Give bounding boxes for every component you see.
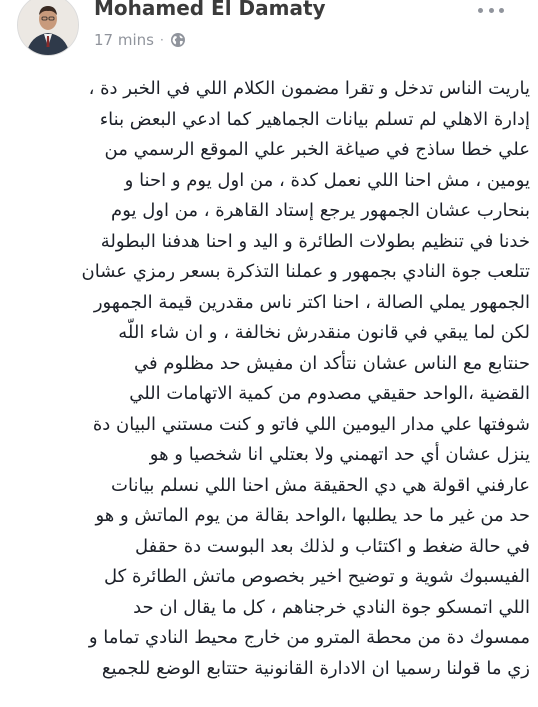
post-text-line: علي خطا ساذج في صياغة الخبر علي الموقع الرسمي من xyxy=(104,139,530,160)
profile-photo xyxy=(18,0,78,55)
post-text-line: ياريت الناس تدخل و تقرا مضمون الكلام اللي في الخبر دة ، xyxy=(88,78,530,99)
globe-icon[interactable] xyxy=(170,32,186,48)
post-text-line: ينزل عشان أي حد اتهمني ولا بعتلي انا شخصيا و هو xyxy=(149,444,530,465)
post-timestamp[interactable]: 17 mins xyxy=(94,31,154,49)
post-text-line: شوفتها علي مدار اليومين اللي فاتو و كنت مستني البيان دة xyxy=(92,413,530,435)
post-header xyxy=(0,0,538,62)
avatar[interactable] xyxy=(17,0,79,56)
post-text-line: اللي اتمسكو جوة النادي خرجناهم ، كل ما يقال ان حد xyxy=(133,596,530,618)
post-text-line: بنحارب عشان الجمهور يرجع إستاد القاهرة ، من اول يوم xyxy=(111,200,530,221)
post-text-line: زي ما قولنا رسميا ان الادارة القانونية حتتابع الوضع للجميع xyxy=(101,657,530,679)
post-text-line: القضية ،الواحد حقيقي مصدوم من كمية الاتهامات اللي xyxy=(129,383,530,404)
post-text-line: خدنا في تنظيم بطولات الطائرة و اليد و احنا هدفنا البطولة xyxy=(100,230,530,252)
more-options-icon[interactable] xyxy=(478,0,504,20)
post-text-line: ممسوك دة من محطة المترو من خارج محيط النادي تماما و xyxy=(88,627,530,648)
post-meta xyxy=(94,30,186,50)
post-text-line: لكن لما يبقي في قانون منقدرش نخالفة ، و ان شاء اللّه xyxy=(118,322,530,343)
post-text-line: إدارة الاهلي لم تسلم بيانات الجماهير كما ادعي البعض بناء xyxy=(99,108,530,130)
post-text xyxy=(10,74,530,684)
meta-separator: · xyxy=(159,33,164,47)
post-text-line: يومين ، مش احنا اللي نعمل كدة ، من اول يوم و احنا و xyxy=(124,169,530,191)
post-text-line: تتلعب جوة النادي بجمهور و عملنا التذكرة بسعر رمزي عشان xyxy=(81,261,530,282)
post-text-line: عارفني اقولة هي دي الحقيقة مش احنا اللي نسلم بيانات xyxy=(111,474,530,496)
author-name[interactable]: Mohamed El Damaty xyxy=(94,0,326,20)
post-text-line: الفيسبوك شوية و توضيح اخير بخصوص ماتش الطائرة كل xyxy=(104,566,530,587)
post-text-line: حنتابع مع الناس عشان نتأكد ان مفيش حد مظلوم في xyxy=(134,352,530,374)
post-text-line: في حالة ضغط و اكتئاب و لذلك بعد البوست دة حقفل xyxy=(135,535,530,557)
post-text-line: الجمهور يملي الصالة ، احنا اكتر ناس مقدرين قيمة الجمهور xyxy=(93,291,530,313)
post-text-line: حد من غير ما حد يطلبها ،الواحد بقالة من يوم الماتش و هو xyxy=(95,505,530,526)
